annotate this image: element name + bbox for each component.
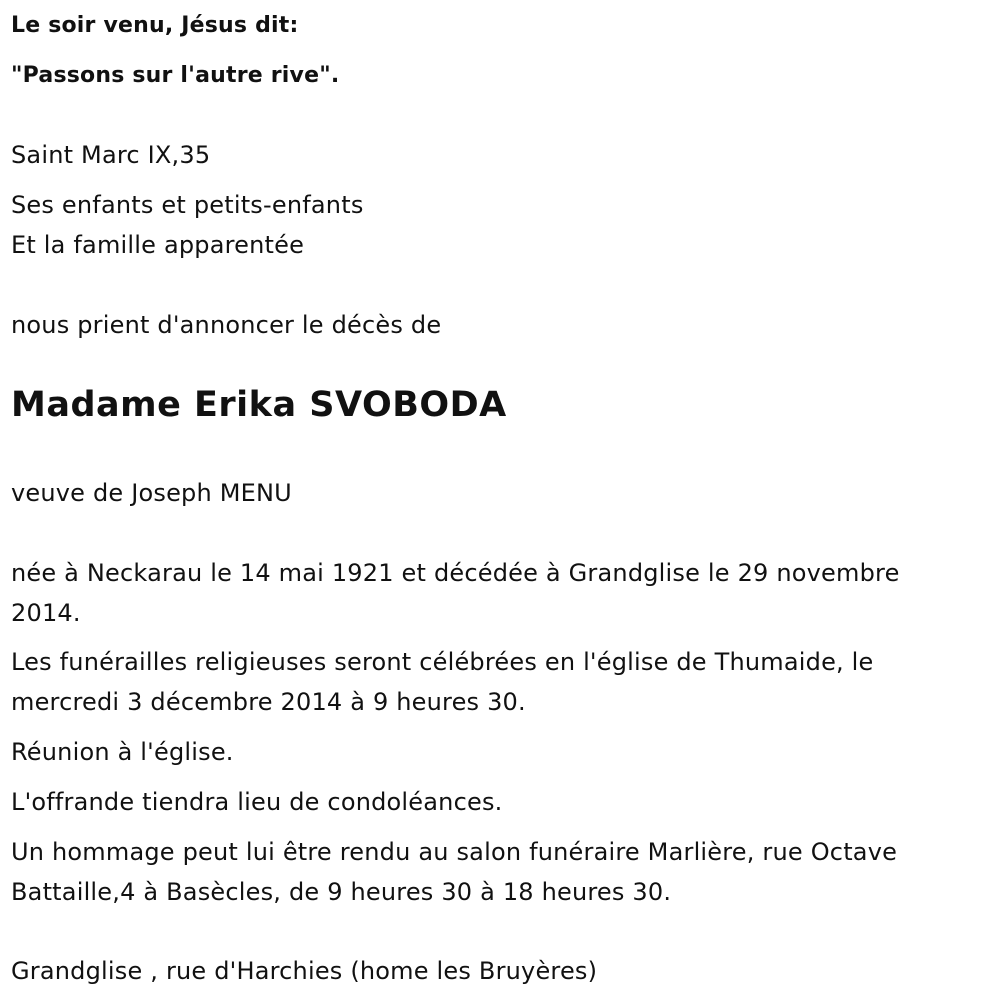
funeral-line-1: Les funérailles religieuses seront célébrées en l'église de Thumaide, le — [11, 648, 874, 676]
birth-death-line-1: née à Neckarau le 14 mai 1921 et décédée à Grandglise le 29 novembre — [11, 559, 900, 587]
funeral-line-2: mercredi 3 décembre 2014 à 9 heures 30. — [11, 688, 526, 716]
birth-death-line-2: 2014. — [11, 599, 81, 627]
tribute-line-2: Battaille,4 à Basècles, de 9 heures 30 à 18 heures 30. — [11, 878, 672, 906]
family-line-1: Ses enfants et petits-enfants — [11, 191, 364, 219]
tribute-line-1: Un hommage peut lui être rendu au salon funéraire Marlière, rue Octave — [11, 838, 898, 866]
deceased-name: Madame Erika SVOBODA — [11, 385, 507, 425]
family-line-2: Et la famille apparentée — [11, 231, 305, 259]
meeting-text: Réunion à l'église. — [11, 738, 234, 766]
scripture-citation: Saint Marc IX,35 — [11, 141, 211, 169]
announcement-text: nous prient d'annoncer le décès de — [11, 311, 442, 339]
quote-line-2: "Passons sur l'autre rive". — [11, 63, 340, 88]
spouse-text: veuve de Joseph MENU — [11, 479, 292, 507]
address-text: Grandglise , rue d'Harchies (home les Bruyères) — [11, 957, 598, 985]
offering-text: L'offrande tiendra lieu de condoléances. — [11, 788, 503, 816]
quote-line-1: Le soir venu, Jésus dit: — [11, 13, 299, 38]
